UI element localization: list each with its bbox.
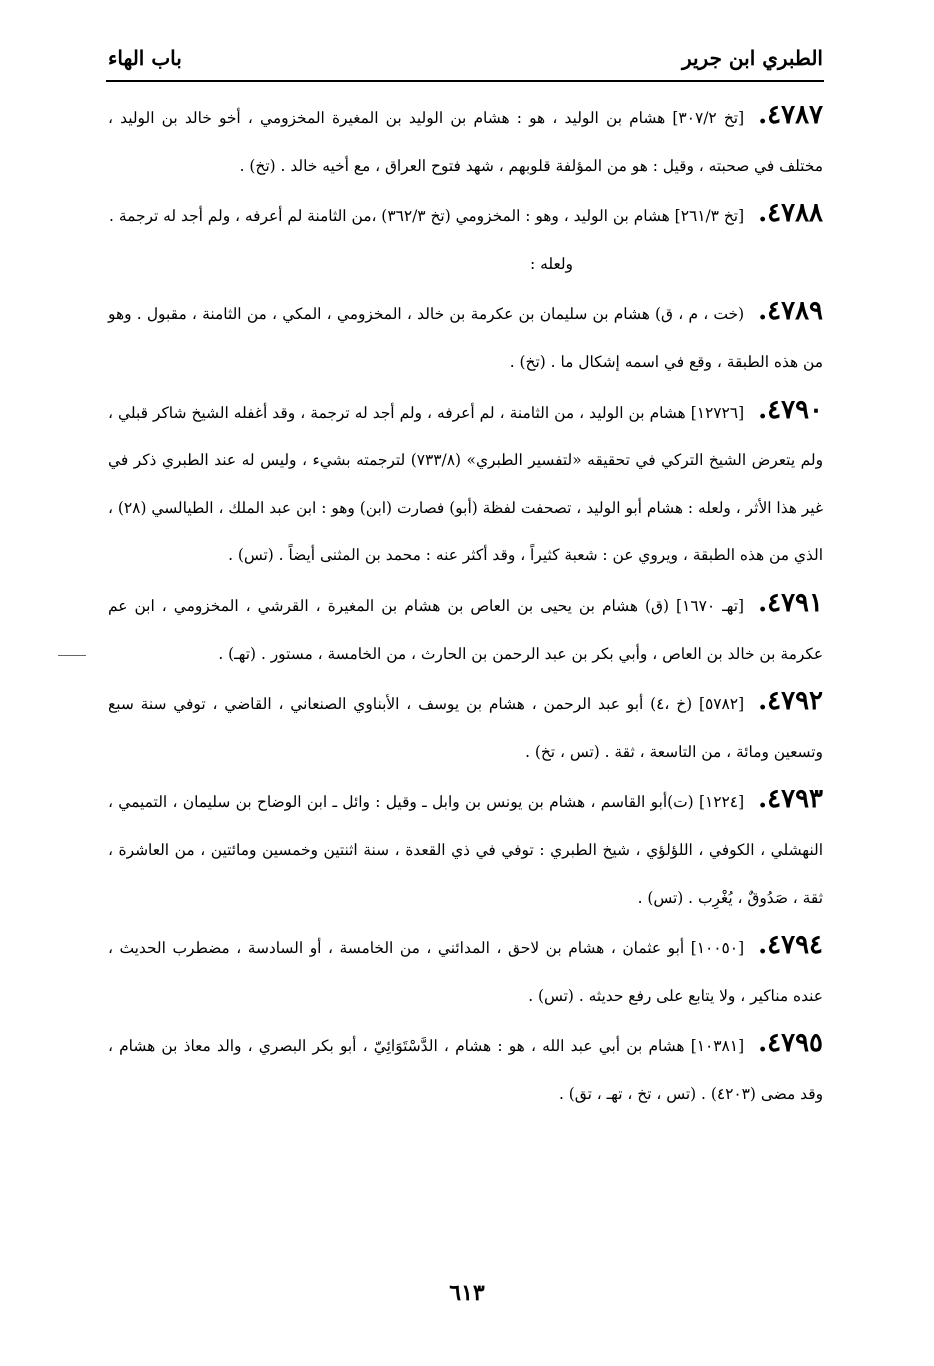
entries-body: [108, 92, 823, 1118]
entry-4793: [108, 776, 823, 922]
entry-4789: [108, 288, 823, 386]
running-header: [108, 40, 823, 76]
page-number: ٦١٣: [449, 1280, 485, 1306]
entry-number: ٤٧٩٠.: [758, 394, 823, 425]
entry-text: [٥٧٨٢] (خ ،٤) أبو عبد الرحمن ، هشام بن يوسف ، الأبناوي الصنعاني ، القاضي ، توفي سنة سبع وتسعين ومائة ، من التاسعة ، ثقة . (تس ، تخ) .: [108, 695, 823, 761]
entry-number: ٤٧٩١.: [758, 587, 823, 618]
entry-note: [108, 241, 823, 289]
entry-text: [تهـ ١٦٧٠] (ق) هشام بن يحيى بن العاص بن هشام بن المغيرة ، القرشي ، المخزومي ، ابن عم عكرمة بن خالد بن العاص ، وأبي بكر بن عبد الرحمن بن الحارث ، من الخامسة ، مستور . (تهـ) .: [108, 596, 823, 663]
entry-number: ٤٧٨٨.: [758, 198, 823, 229]
header-book-title: الطبري ابن جرير: [681, 46, 823, 70]
entry-text: [تخ ٣٠٧/٢] هشام بن الوليد ، هو : هشام بن الوليد بن المغيرة المخزومي ، أخو خالد بن الوليد ، مختلف في صحبته ، وقيل : هو من المؤلفة قلوبهم ، شهد فتوح العراق ، مع أخيه خالد . (تخ) .: [108, 109, 823, 175]
margin-mark: [58, 655, 86, 656]
entry-number: ٤٧٩٥.: [758, 1028, 823, 1059]
entry-number: ٤٧٨٧.: [758, 100, 823, 130]
entry-text: [١٢٧٢٦] هشام بن الوليد ، من الثامنة ، لم أعرفه ، ولم أجد له ترجمة ، وقد أغفله الشيخ شاكر قبلي ، ولم يتعرض الشيخ التركي في تحقيقه «لتفسير الطبري» (٧٣٣/٨) لترجمته بشيء ، وليس له عند الطبري ذكر في غير هذا الأثر ، ولعله : هشام أبو الوليد ، تصحفت لفظة (أبو) فصارت (ابن) وهو : ابن عبد الملك ، الطيالسي (٢٨) ، الذي من هذه الطبقة ، ويروي عن : شعبة كثيراً ، وقد أكثر عنه : محمد بن المثنى أيضاً . (تس) .: [108, 403, 823, 565]
entry-4790: [108, 387, 823, 580]
entry-number: ٤٧٩٢.: [758, 686, 824, 717]
entry-text: ولعله :: [530, 254, 573, 273]
entry-text: (خت ، م ، ق) هشام بن سليمان بن عكرمة بن خالد ، المخزومي ، المكي ، من الثامنة ، مقبول . وهو من هذه الطبقة ، وقع في اسمه إشكال ما . (تخ) .: [108, 305, 823, 371]
entry-text: [١٠٠٥٠] أبو عثمان ، هشام بن لاحق ، المدائني ، من الخامسة ، أو السادسة ، مضطرب الحديث ، عنده مناكير ، ولا يتابع على رفع حديثه . (تس) .: [108, 939, 823, 1005]
entry-4794: [108, 922, 823, 1020]
entry-text: [تخ ٢٦١/٣] هشام بن الوليد ، وهو : المخزومي (تخ ٣٦٢/٣) ،من الثامنة لم أعرفه ، ولم أجد له ترجمة .: [109, 207, 745, 226]
entry-4788: [108, 190, 823, 241]
entry-number: ٤٧٩٤.: [758, 930, 823, 961]
entry-text: [١٢٢٤] (ت)أبو القاسم ، هشام بن يونس بن وابل ـ وقيل : وائل ـ ابن الوضاح بن سليمان ، التميمي ، النهشلي ، الكوفي ، اللؤلؤي ، شيخ الطبري : توفي في ذي القعدة ، سنة اثنتين وخمسين ومائتين ، من العاشرة ، ثقة ، صَدُوقٌ ، يُغْرِب . (تس) .: [108, 793, 823, 907]
header-rule: [106, 80, 824, 82]
entry-4795: [108, 1020, 823, 1118]
entry-4787: [108, 92, 823, 190]
entry-4791: [108, 580, 823, 678]
entry-number: ٤٧٨٩.: [758, 296, 823, 327]
header-chapter-title: باب الهاء: [108, 46, 182, 70]
entry-text: [١٠٣٨١] هشام بن أبي عبد الله ، هو : هشام ، الدَّسْتَوَائِيّ ، أبو بكر البصري ، والد معاذ بن هشام ، وقد مضى (٤٢٠٣) . (تس ، تخ ، تهـ ، تق) .: [108, 1037, 823, 1103]
entry-number: ٤٧٩٣.: [758, 784, 823, 815]
entry-4792: [108, 678, 823, 776]
